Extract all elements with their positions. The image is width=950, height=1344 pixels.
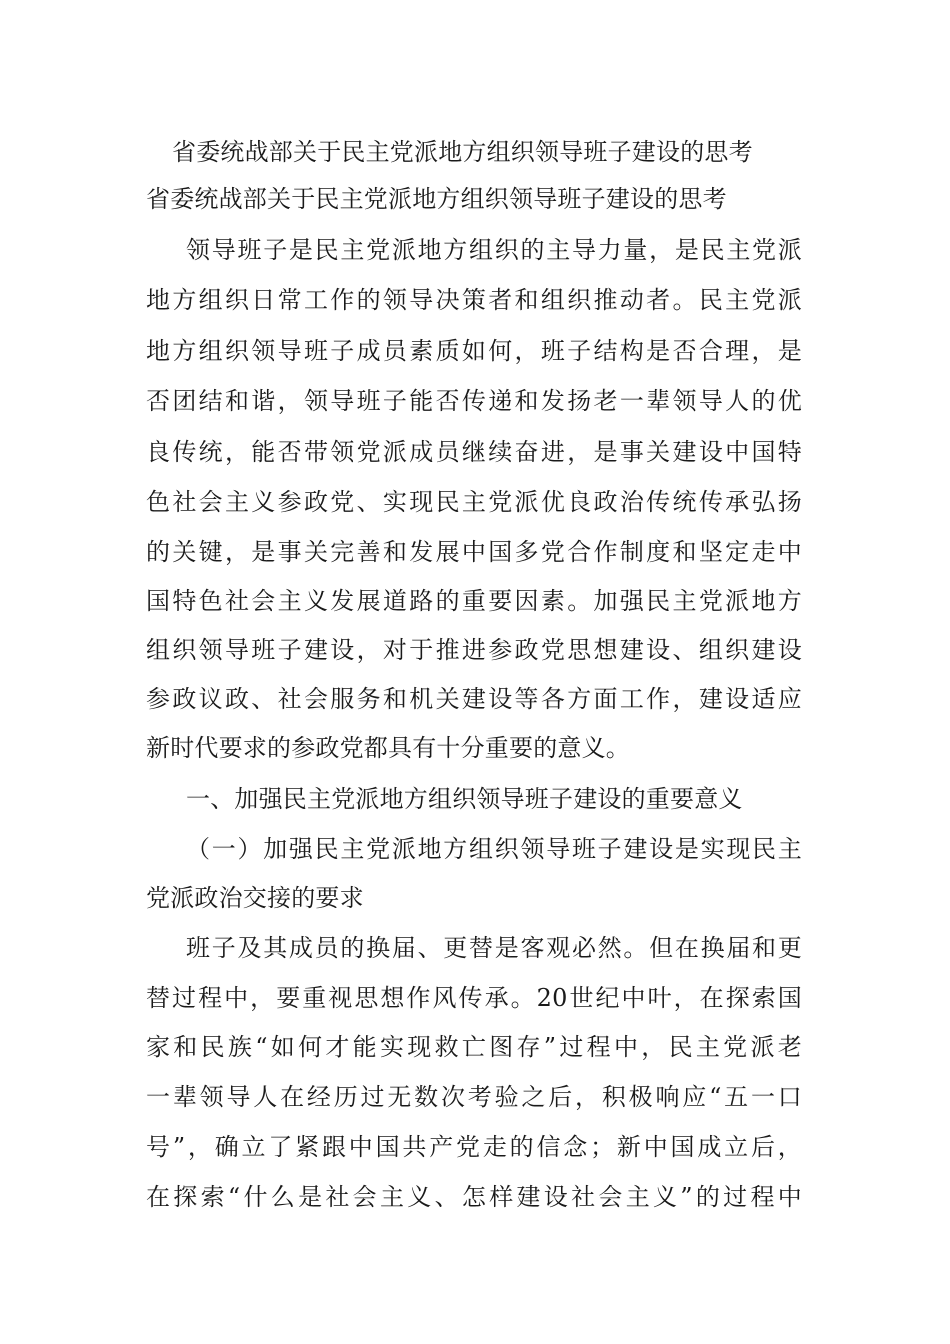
paragraph-1-line-2: 地方组织日常工作的领导决策者和组织推动者。民主党派 xyxy=(146,286,802,314)
paragraph-2-line-1: 班子及其成员的换届、更替是客观必然。但在换届和更 xyxy=(186,934,802,962)
title-line-2: 省委统战部关于民主党派地方组织领导班子建设的思考 xyxy=(146,185,727,213)
paragraph-2-line-2: 替过程中，要重视思想作风传承。20世纪中叶，在探索国 xyxy=(146,984,802,1012)
paragraph-1-line-4: 否团结和谐，领导班子能否传递和发扬老一辈领导人的优 xyxy=(146,387,802,415)
subsection-heading-line-2: 党派政治交接的要求 xyxy=(146,884,364,912)
paragraph-1-line-8: 国特色社会主义发展道路的重要因素。加强民主党派地方 xyxy=(146,587,802,615)
paragraph-2-line-5: 号”，确立了紧跟中国共产党走的信念；新中国成立后， xyxy=(146,1133,802,1161)
paragraph-2-line-3: 家和民族“如何才能实现救亡图存”过程中，民主党派老 xyxy=(146,1033,802,1061)
subsection-heading-line-1: （一）加强民主党派地方组织领导班子建设是实现民主 xyxy=(186,835,802,863)
paragraph-1-line-10: 参政议政、社会服务和机关建设等各方面工作，建设适应 xyxy=(146,685,802,713)
paragraph-1-line-6: 色社会主义参政党、实现民主党派优良政治传统传承弘扬 xyxy=(146,488,802,516)
paragraph-2-line-4: 一辈领导人在经历过无数次考验之后，积极响应“五一口 xyxy=(146,1083,802,1111)
title-line-1: 省委统战部关于民主党派地方组织领导班子建设的思考 xyxy=(172,138,753,166)
section-heading: 一、加强民主党派地方组织领导班子建设的重要意义 xyxy=(186,785,743,813)
paragraph-1-line-1: 领导班子是民主党派地方组织的主导力量，是民主党派 xyxy=(186,236,802,264)
paragraph-1-line-7: 的关键，是事关完善和发展中国多党合作制度和坚定走中 xyxy=(146,538,802,566)
paragraph-1-line-9: 组织领导班子建设，对于推进参政党思想建设、组织建设 xyxy=(146,636,802,664)
paragraph-2-line-6: 在探索“什么是社会主义、怎样建设社会主义”的过程中 xyxy=(146,1183,802,1211)
paragraph-1-line-11: 新时代要求的参政党都具有十分重要的意义。 xyxy=(146,734,630,762)
paragraph-1-line-5: 良传统，能否带领党派成员继续奋进，是事关建设中国特 xyxy=(146,438,802,466)
paragraph-1-line-3: 地方组织领导班子成员素质如何，班子结构是否合理，是 xyxy=(146,337,802,365)
